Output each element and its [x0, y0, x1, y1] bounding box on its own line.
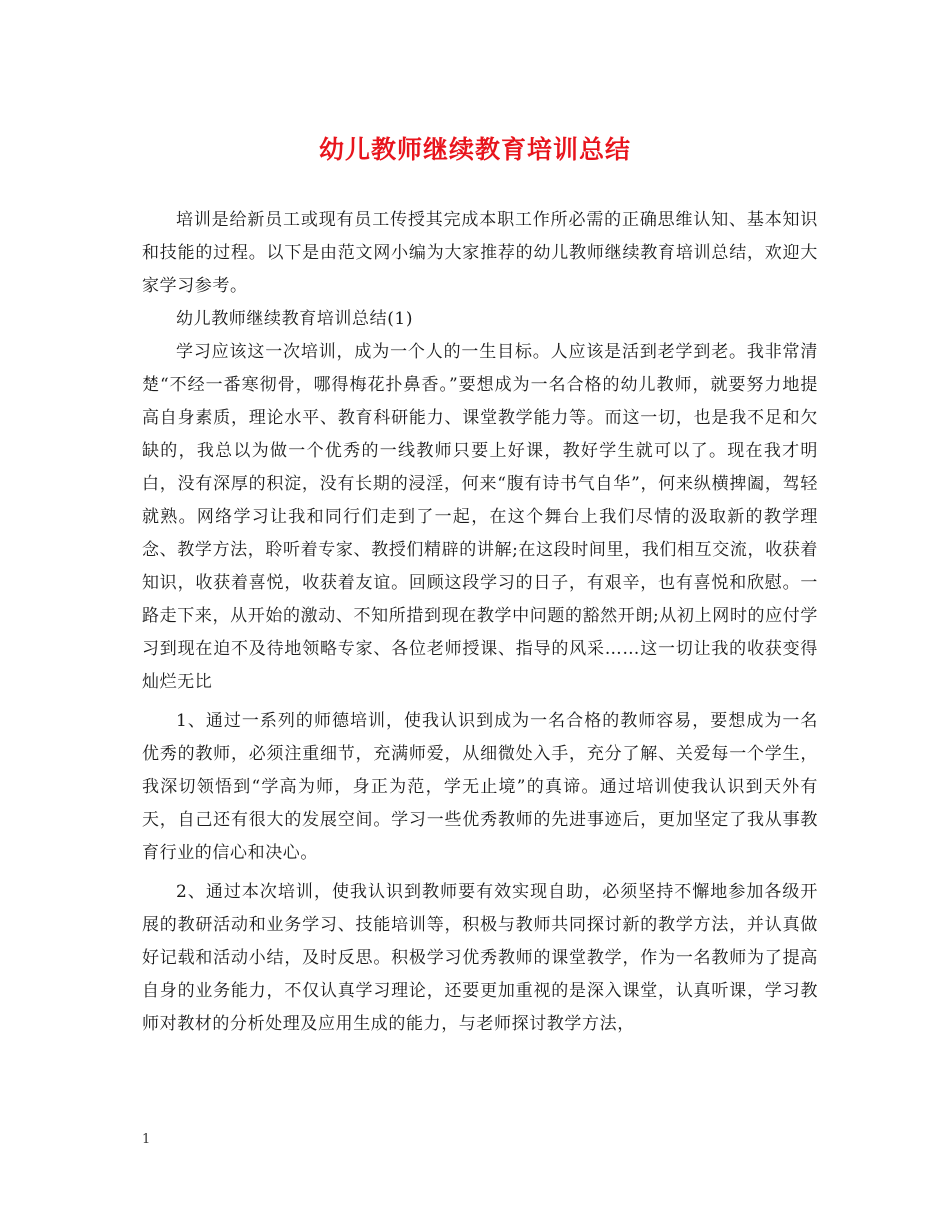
numbered-paragraph-1: 1、通过一系列的师德培训，使我认识到成为一名合格的教师容易，要想成为一名优秀的教师，必须注重细节，充满师爱，从细微处入手，充分了解、关爱每一个学生，我深切领悟到“学高为师，身正为范，学无止境”的真谛。通过培训使我认识到天外有天，自己还有很大的发展空间。学习一些优秀教师的先进事迹后，更加坚定了我从事教育行业的信心和决心。 [142, 711, 818, 863]
section-heading: 幼儿教师继续教育培训总结(1) [176, 309, 414, 329]
document-title: 幼儿教师继续教育培训总结 [318, 135, 631, 164]
page-number: 1 [142, 1132, 151, 1147]
document-body [142, 204, 818, 1041]
numbered-paragraph-2: 2、通过本次培训，使我认识到教师要有效实现自助，必须坚持不懈地参加各级开展的教研活动和业务学习、技能培训等，积极与教师共同探讨新的教学方法，并认真做好记载和活动小结，及时反思。积极学习优秀教师的课堂教学，作为一名教师为了提高自身的业务能力，不仅认真学习理论，还要更加重视的是深入课堂，认真听课，学习教师对教材的分析处理及应用生成的能力，与老师探讨教学方法， [142, 882, 818, 1034]
body-paragraph: 学习应该这一次培训，成为一个人的一生目标。人应该是活到老学到老。我非常清楚“不经一番寒彻骨，哪得梅花扑鼻香。”要想成为一名合格的幼儿教师，就要努力地提高自身素质，理论水平、教育科研能力、课堂教学能力等。而这一切，也是我不足和欠缺的，我总以为做一个优秀的一线教师只要上好课，教好学生就可以了。现在我才明白，没有深厚的积淀，没有长期的浸淫，何来“腹有诗书气自华”，何来纵横捭阖，驾轻就熟。网络学习让我和同行们走到了一起，在这个舞台上我们尽情的汲取新的教学理念、教学方法，聆听着专家、教授们精辟的讲解;在这段时间里，我们相互交流，收获着知识，收获着喜悦，收获着友谊。回顾这段学习的日子，有艰辛，也有喜悦和欣慰。一路走下来，从开始的激动、不知所措到现在教学中问题的豁然开朗;从初上网时的应付学习到现在迫不及待地领略专家、各位老师授课、指导的风采……这一切让我的收获变得灿烂无比 [142, 342, 818, 692]
intro-paragraph: 培训是给新员工或现有员工传授其完成本职工作所必需的正确思维认知、基本知识和技能的过程。以下是由范文网小编为大家推荐的幼儿教师继续教育培训总结，欢迎大家学习参考。 [142, 210, 818, 296]
